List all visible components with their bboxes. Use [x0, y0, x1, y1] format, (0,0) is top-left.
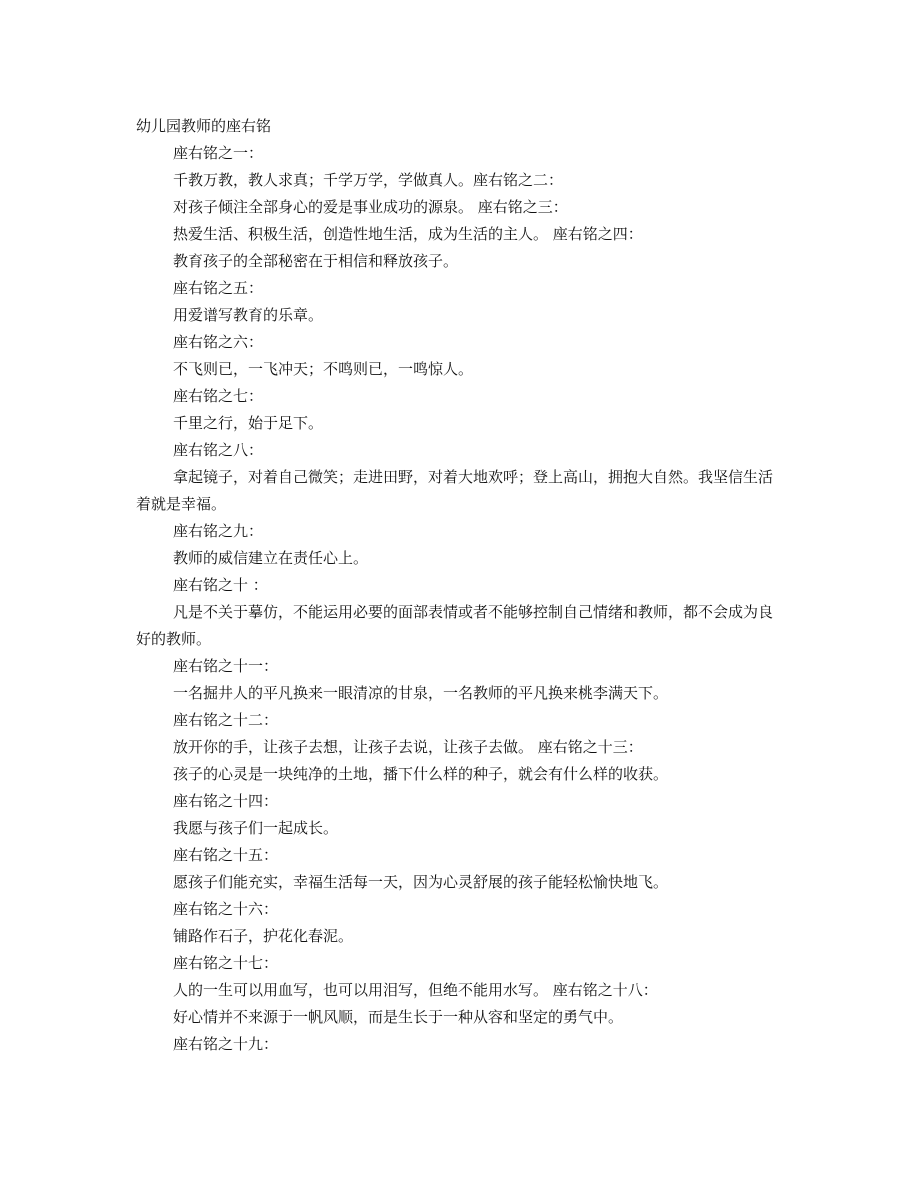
paragraph: 铺路作石子，护花化春泥。: [173, 927, 354, 945]
paragraph: 座右铭之八：: [173, 441, 264, 459]
paragraph: 座右铭之十一：: [173, 657, 279, 675]
paragraph: 一名掘井人的平凡换来一眼清凉的甘泉，一名教师的平凡换来桃李满天下。: [173, 684, 669, 702]
paragraph: 热爱生活、积极生活，创造性地生活，成为生活的主人。 座右铭之四：: [173, 225, 643, 243]
paragraph: 座右铭之十七：: [173, 954, 279, 972]
paragraph: 好心情并不来源于一帆风顺，而是生长于一种从容和坚定的勇气中。: [173, 1008, 624, 1026]
paragraph: 人的一生可以用血写，也可以用泪写，但绝不能用水写。 座右铭之十八：: [173, 981, 658, 999]
paragraph: 拿起镜子，对着自己微笑；走进田野，对着大地欢呼；登上高山，拥抱大自然。我坚信生活着就是幸福。: [136, 468, 774, 513]
paragraph: 座右铭之五：: [173, 279, 264, 297]
paragraph: 座右铭之六：: [173, 333, 264, 351]
paragraph: 座右铭之十九：: [173, 1035, 279, 1053]
paragraph: 座右铭之十五：: [173, 846, 279, 864]
paragraph: 教师的威信建立在责任心上。: [173, 549, 369, 567]
paragraph: 我愿与孩子们一起成长。: [173, 819, 339, 837]
paragraph-list: [136, 140, 786, 1058]
paragraph: 千里之行，始于足下。: [173, 414, 324, 432]
document-body: [136, 113, 786, 1058]
paragraph: 座右铭之十 ：: [173, 576, 268, 594]
paragraph: 对孩子倾注全部身心的爱是事业成功的源泉。 座右铭之三：: [173, 198, 568, 216]
paragraph: 座右铭之一：: [173, 144, 264, 162]
paragraph: 愿孩子们能充实，幸福生活每一天，因为心灵舒展的孩子能轻松愉快地飞。: [173, 873, 669, 891]
paragraph: 放开你的手，让孩子去想，让孩子去说，让孩子去做。 座右铭之十三：: [173, 738, 643, 756]
paragraph: 教育孩子的全部秘密在于相信和释放孩子。: [173, 252, 459, 270]
paragraph: 不飞则已，一飞冲天；不鸣则已，一鸣惊人。: [173, 360, 474, 378]
paragraph: 座右铭之九：: [173, 522, 264, 540]
paragraph: 座右铭之十六：: [173, 900, 279, 918]
paragraph: 用爱谱写教育的乐章。: [173, 306, 324, 324]
paragraph: 凡是不关于摹仿，不能运用必要的面部表情或者不能够控制自己情绪和教师，都不会成为良好的教师。: [136, 603, 774, 648]
document-title: 幼儿园教师的座右铭: [136, 117, 272, 135]
paragraph: 千教万教，教人求真；千学万学，学做真人。座右铭之二：: [173, 171, 564, 189]
paragraph: 座右铭之十二：: [173, 711, 279, 729]
paragraph: 座右铭之七：: [173, 387, 264, 405]
paragraph: 座右铭之十四：: [173, 792, 279, 810]
paragraph: 孩子的心灵是一块纯净的土地，播下什么样的种子，就会有什么样的收获。: [173, 765, 669, 783]
